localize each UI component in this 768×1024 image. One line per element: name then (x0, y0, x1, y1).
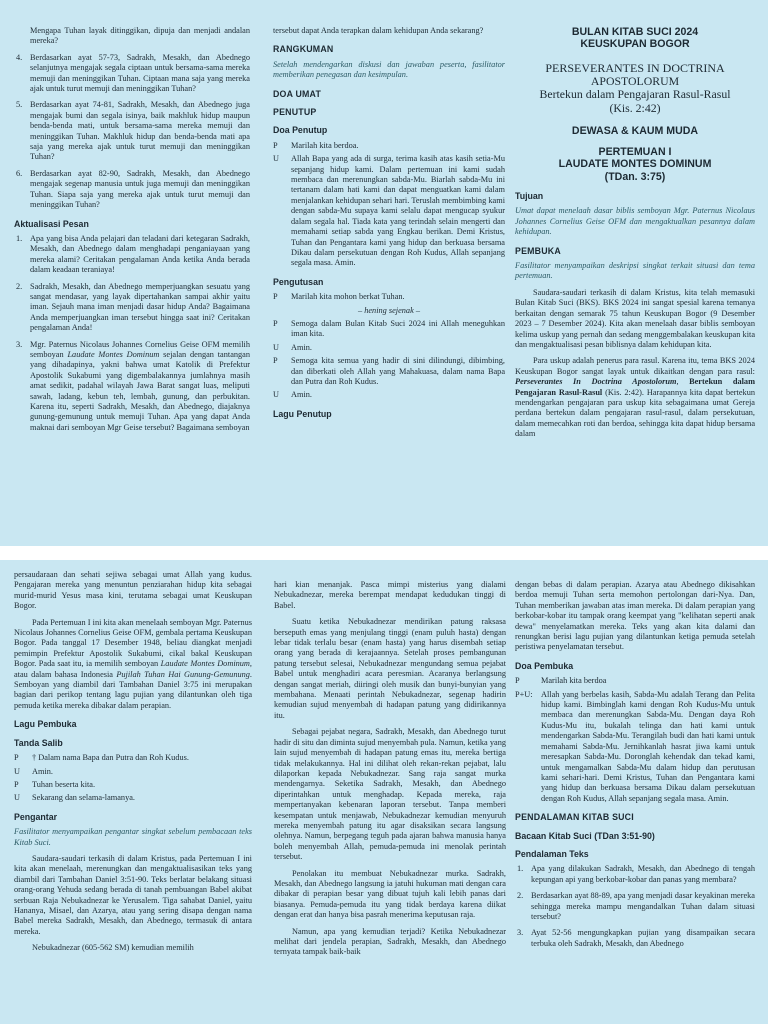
list-item: 5. Berdasarkan ayat 74-81, Sadrakh, Mesakh, dan Abednego juga mengajak bumi dan segala isinya, baik makhluk hidup maupun benda-benda mati, untuk bersama-sama mereka memuji dan meninggikan Tuhan. Makhluk hidup dan benda-benda mati apa saja yang mereka ajak untuk turut memuji dan meninggikan Tuhan? (16, 100, 250, 162)
tujuan-text: Umat dapat menelaah dasar biblis semboyan Mgr. Paternus Nicolaus Johannes Cornelius Geise OFM dan mengaktualkan pesannya dalam kehidupan. (515, 206, 755, 237)
paragraph: Suatu ketika Nebukadnezar mendirikan patung raksasa berseputh emas yang menjulang tinggi (enam puluh hasta) dengan lebar tidak terlalu besar (enam hasta) yang harus disembah setiap orang yang berada di kerajaannya. Setelah proses pembangunan patung tersebut selesai, Nebukadnezar mengundang semua pejabat Babel untuk menghadiri acara peresmian. Acaranya berlangsung dengan sangat meriah, diiringi oleh musik dan bunyi-bunyian yang membahana. Menaati perintah Nebukadnezar, segenap hadirin kemudian sujud menyembah di hadapan patung yang didirikannya itu. (274, 617, 506, 720)
subheading-pengantar: Pengantar (14, 811, 58, 822)
list-item: 2. Sadrakh, Mesakh, dan Abednego memperjuangkan sesuatu yang sangat mendasar, yang layak dipertahankan sampai akhir yaitu iman. Sejauh mana iman menjadi dasar hidup Anda? Bagaimana Anda memperjuangkan iman tersebut hingga saat ini? Ceritakan pengalaman Anda! (16, 281, 250, 333)
diocese-name: KEUSKUPAN BOGOR (580, 38, 690, 51)
facilitator-note: Fasilitator menyampaikan deskripsi singkat terkait situasi dan tema pertemuan. (515, 261, 755, 281)
list-item: 3. Mgr. Paternus Nicolaus Johannes Cornelius Geise OFM memilih semboyan Laudate Montes Dominum sejalan dengan tantangan yang dihadapinya, yakni bahwa umat Katolik di Prefektur Apostolik Sukabumi yang digembalakannya jumlahnya masih amat sedikit, padahal wilayah Jawa Barat sangat luas, meliputi sawah, ladang, kebun teh, lembah, gunung, dan perbukitan. Karena itu, seperti Sadrakh, Mesakh, dan Abednego, diajaknya gunung-gemunung untuk memuji Tuhan. Apa yang dapat Anda maknai dari semboyan Mgr Geise tersebut? Bagaimana semboyan (16, 339, 250, 432)
list-item: 3. Ayat 52-56 mengungkapkan pujian yang disampaikan secara terbuka oleh Sadrakh, Mesakh, dan Abednego (517, 928, 755, 948)
prayer-line: P Semoga kita semua yang hadir di sini dilindungi, dibimbing, dan diberkati oleh Allah yang Mahakuasa, dalam nama Bapa dan Putra dan Roh Kudus. (273, 356, 505, 386)
paragraph: Saudara-saudari terkasih di dalam Kristus, kita telah memasuki Bulan Kitab Suci (BKS). BKS 2024 ini sangat spesial karena temanya berkaitan dengan semarak 75 tahun Keuskupan Bogor (9 Desember 2023 – 7 Desember 2024). Kita akan menelaah dasar biblis semboyan kelima uskup yang pernah dan sedang menggembalakan keuskupan kita dan mengaktualisasi pesan biblisnya dalam kehidupan kita. (515, 287, 755, 349)
paragraph: Nebukadnezar (605-562 SM) kemudian memilih (32, 943, 194, 953)
section-heading-penutup: PENUTUP (273, 107, 317, 118)
theme-indonesian: Bertekun dalam Pengajaran Rasul-Rasul (539, 87, 731, 102)
column-left (14, 26, 250, 439)
question-list (515, 864, 755, 949)
section-heading-rangkuman: RANGKUMAN (273, 44, 334, 55)
section-heading-pendalaman: PENDALAMAN KITAB SUCI (515, 812, 634, 823)
aktualisasi-list (14, 234, 250, 433)
facilitator-note: Fasilitator menyampaikan pengantar singkat sebelum pembacaan teks Kitab Suci. (14, 827, 252, 847)
subheading-lagu-pembuka: Lagu Pembuka (14, 719, 77, 730)
subheading-lagu-penutup: Lagu Penutup (273, 408, 332, 419)
list-item: 2. Berdasarkan ayat 88-89, apa yang menjadi dasar keyakinan mereka sehingga mereka mampu mengandalkan Tuhan dalam situasi tersebut? (517, 891, 755, 921)
paragraph: Para uskup adalah penerus para rasul. Karena itu, tema BKS 2024 Keuskupan Bogor sangat layak untuk dikaitkan dengan para rasul: Perseverantes In Doctrina Apostolorum, Bertekun dalam Pengajaran Rasul-Rasul (Kis. 2:42). Harapannya kita dapat bertekun mendengarkan pengajaran para uskup kita sebagaimana umat Gereja perdana bertekun dalam pengajaran rasul-rasul, dalam persekutuan, dalam memecahkan roti dan berdoa, sehingga kita dapat hidup bersama dalam (515, 356, 755, 439)
paragraph: Sebagai pejabat negara, Sadrakh, Mesakh, dan Abednego turut hadir di situ dan diminta sujud menyembah pula. Namun, ketika yang lain sujud menyembah di hadapan patung emas itu, mereka bertiga tidak melakukannya. Hal ini dilihat oleh rekan-rekan pejabat, lalu dilaporkan kepada Nebukadnezar. Sang raja sangat murka mendengarnya. Seketika Sadrakh, Mesakh, dan Abednego diperintahkan untuk menghadap. Kepada mereka, raja mempertanyakan kebenaran laporan tersebut. Tanpa memberi kesempatan untuk menjawab, Nebukadnezar kemudian menyuruh mereka menyembah patung itu agar disaksikan secara langsung olehnya. Namun, berpegang teguh pada ajaran bahwa manusia hanya boleh menyembah Allah, pemuda-pemuda ini menolak perintah tersebut. (274, 727, 506, 862)
theme-latin-2: APOSTOLORUM (590, 73, 680, 88)
title-block (515, 26, 755, 183)
prayer-line: U Amin. (14, 766, 53, 776)
paragraph: Namun, apa yang kemudian terjadi? Ketika Nebukadnezar melihat dari jendela perapian, Sadrakh, Mesakh, dan Abednego ternyata tampak baik-baik (274, 926, 506, 957)
question-list (14, 53, 250, 211)
event-title: BULAN KITAB SUCI 2024 (571, 26, 699, 38)
column-right (515, 26, 755, 446)
list-item: 1. Apa yang dilakukan Sadrakh, Mesakh, dan Abednego di tengah kepungan api yang berkobar-kobar dan panas yang membara? (517, 864, 755, 884)
meeting-reference: (TDan. 3:75) (604, 170, 666, 183)
list-item: 1. Apa yang bisa Anda pelajari dan teladani dari ketegaran Sadrakh, Mesakh, dan Abednego dalam menghadapi penganiayaan yang mereka alami? Ceritakan pengalaman Anda ketika Anda berada dalam keadaan teraniaya! (16, 233, 250, 275)
prayer-line: U Amin. (273, 390, 312, 400)
prayer-line: U Amin. (273, 342, 312, 352)
page-separator (0, 546, 768, 560)
subheading-doa-pembuka: Doa Pembuka (515, 660, 574, 671)
column-middle (274, 580, 506, 964)
subheading-bacaan: Bacaan Kitab Suci (TDan 3:51-90) (515, 830, 655, 841)
paragraph: hari kian menanjak. Pasca mimpi misterius yang dialami Nebukadnezar, mereka berempat mendapat kedudukan tinggi di Babel. (274, 580, 506, 610)
paragraph: Saudara-saudari terkasih di dalam Kristus, pada Pertemuan I ini kita akan menelaah, merenungkan dan mengaktualisasikan teks yang diambil dari Tambahan Daniel 3:51-90. Teks berlatar belakang situasi orang-orang Yehuda sedang berada di tanah pembuangan Babel akibat serbuan Raja Nebukadnezar ke Yerusalem. Tiga sahabat Daniel, yaitu Hananya, Misael, dan Azarya, atau yang sering disapa dengan nama Babel mereka Sadrakh, Mesakh, dan Abednego, termasuk di antara mereka. (14, 853, 252, 936)
section-heading-pembuka: PEMBUKA (515, 245, 561, 256)
paragraph: Penolakan itu membuat Nebukadnezar murka. Sadrakh, Mesakh, dan Abednego langsung ia jatuhi hukuman mati dengan cara dibakar di perapian besar yang dibuat tujuh kali lebih panas dari biasanya. Pemuda-pemuda itu yang tidak berdaya karena diikat dengan erat dan hanya bisa pasrah menerima keputusan raja. (274, 868, 506, 920)
paragraph: tersebut dapat Anda terapkan dalam kehidupan Anda sekarang? (273, 26, 484, 35)
theme-reference: (Kis. 2:42) (609, 100, 661, 115)
facilitator-note: Setelah mendengarkan diskusi dan jawaban peserta, fasilitator memberikan penegasan dan kesimpulan. (273, 59, 505, 80)
theme-latin-1: PERSEVERANTES IN DOCTRINA (545, 60, 725, 75)
prayer-line: P Semoga dalam Bulan Kitab Suci 2024 ini Allah meneguhkan iman kita. (273, 318, 505, 339)
prayer-line: P+U: Allah yang berbelas kasih, Sabda-Mu adalah Terang dan Pelita hidup kami. Bimbinglah kami dengan Roh Kudus-Mu untuk membaca dan merenungkan Sabda-Mu. Dengan daya Roh Kudus-Mu itu, bukalah telinga dan hati kami untuk mendengarkan Sabda-Mu. Terangilah budi dan hati kami untuk memahami Sabda-Mu. Jernihkanlah hasrat jiwa kami untuk meresapkan Sabda-Mu. Doronglah kehendak dan tekad kami, untuk mengamalkan Sabda-Mu dalam hidup dan perutusan kami sehari-hari. Demi Kristus, Tuhan dan Pengantara kami yang hidup dan berkuasa bersama Dikau dalam persekutuan dengan Roh Kudus, Allah sepanjang segala masa. Amin. (515, 689, 755, 803)
booklet-page-bottom (0, 560, 768, 1024)
column-left (14, 570, 252, 960)
paragraph: Pada Pertemuan I ini kita akan menelaah semboyan Mgr. Paternus Nicolaus Johannes Cornelius Geise OFM, gembala pertama Keuskupan Bogor. Pada tanggal 17 Desember 1948, beliau diangkat menjadi pemimpin Prefektur Apostolik Sukabumi, cikal bakal Keuskupan Bogor. Pada saat itu, ia memilih semboyan Laudate Montes Dominum, atau dalam bahasa Indonesia Pujilah Tuhan Hai Gunung-Gemunung. Semboyan yang diambil dari Tambahan Daniel 3:75 ini merupakan bagian dari perikop tentang lagu pujian yang dilantunkan oleh tiga pemuda ketika mereka dibakar dalam perapian. (14, 617, 252, 710)
subheading-doa-penutup: Doa Penutup (273, 125, 328, 136)
list-item: 4. Berdasarkan ayat 57-73, Sadrakh, Mesakh, dan Abednego selanjutnya mengajak segala ciptaan untuk bersama-sama mereka memuji dan meninggikan Tuhan. Ciptaan mana saja yang mereka ajak untuk turut memuji dan meninggikan Tuhan? (16, 52, 250, 94)
subheading-tanda-salib: Tanda Salib (14, 737, 63, 748)
paragraph: persaudaraan dan sehati sejiwa sebagai umat Allah yang kudus. Pengajaran mereka yang menuntun penziarahan hidup kita sebagai murid-murid Yesus masa kini, terutama sebagai umat Keuskupan Bogor. (14, 570, 252, 611)
meeting-number: PERTEMUAN I (598, 145, 672, 158)
prayer-line: U Sekarang dan selama-lamanya. (14, 793, 135, 803)
column-right (515, 580, 755, 955)
prayer-line: P Marilah kita berdoa (515, 676, 607, 686)
meeting-title: LAUDATE MONTES DOMINUM (558, 158, 712, 171)
subheading-tujuan: Tujuan (515, 191, 544, 202)
prayer-line: U Allah Bapa yang ada di surga, terima kasih atas kasih setia-Mu sepanjang hidup kami. Dalam pertemuan ini kami sudah membaca dan merenungkan sabda-Mu. Biarlah sabda-Mu ini tertanam dalam hati kami dan dapat menguatkan kami dalam menjalankan kehidupan sehari hari. Teruslah membimbing kami dengan sabda-Mu supaya kami selalu dapat mengucap syukur dalam segala hal. Tiada kata yang terindah selain mengerti dan memahami setiap sabda yang Engkau berikan. Demi Kristus, Tuhan dan Pengantara kami yang hidup dan berkuasa bersama Dikau dalam persekutuan dengan Roh Kudus, Allah sepanjang segala masa. Amin. (273, 154, 505, 268)
prayer-line: P Tuhan beserta kita. (14, 779, 96, 789)
subheading-pendalaman-teks: Pendalaman Teks (515, 848, 589, 859)
subheading-pengutusan: Pengutusan (273, 276, 324, 287)
section-heading-doa-umat: DOA UMAT (273, 88, 322, 99)
question-continuation: Mengapa Tuhan layak ditinggikan, dipuja dan menjadi andalan mereka? (30, 26, 250, 46)
paragraph: dengan bebas di dalam perapian. Azarya atau Abednego dikisahkan berdoa memuji Tuhan serta memohon pertolongan dari-Nya. Dan, Tuhan memberikan jawaban atas iman mereka. Di dalam perapian yang berkobar-kobar itu tampak orang keempat yang "kelihatan seperti anak dewa" menyelamatkan mereka. Teks yang akan kita dalami dan renungkan berisi lagu pujian yang dilantunkan ketiga pemuda setelah peristiwa penyelamatan tersebut. (515, 580, 755, 652)
prayer-line: P † Dalam nama Bapa dan Putra dan Roh Kudus. (14, 753, 189, 763)
prayer-line: P Marilah kita berdoa. (273, 140, 359, 150)
list-item: 6. Berdasarkan ayat 82-90, Sadrakh, Mesakh, dan Abednego mengajak segenap manusia untuk juga memuji dan meninggikan Tuhan. Siapa saja yang mereka ajak untuk turut memuji dan meninggikan Tuhan? (16, 168, 250, 210)
section-heading-aktualisasi: Aktualisasi Pesan (14, 218, 89, 229)
prayer-line: P Marilah kita mohon berkat Tuhan. (273, 292, 405, 302)
audience-label: DEWASA & KAUM MUDA (571, 125, 699, 138)
column-middle (273, 26, 505, 424)
rubric-note: – hening sejenak – (358, 305, 420, 315)
